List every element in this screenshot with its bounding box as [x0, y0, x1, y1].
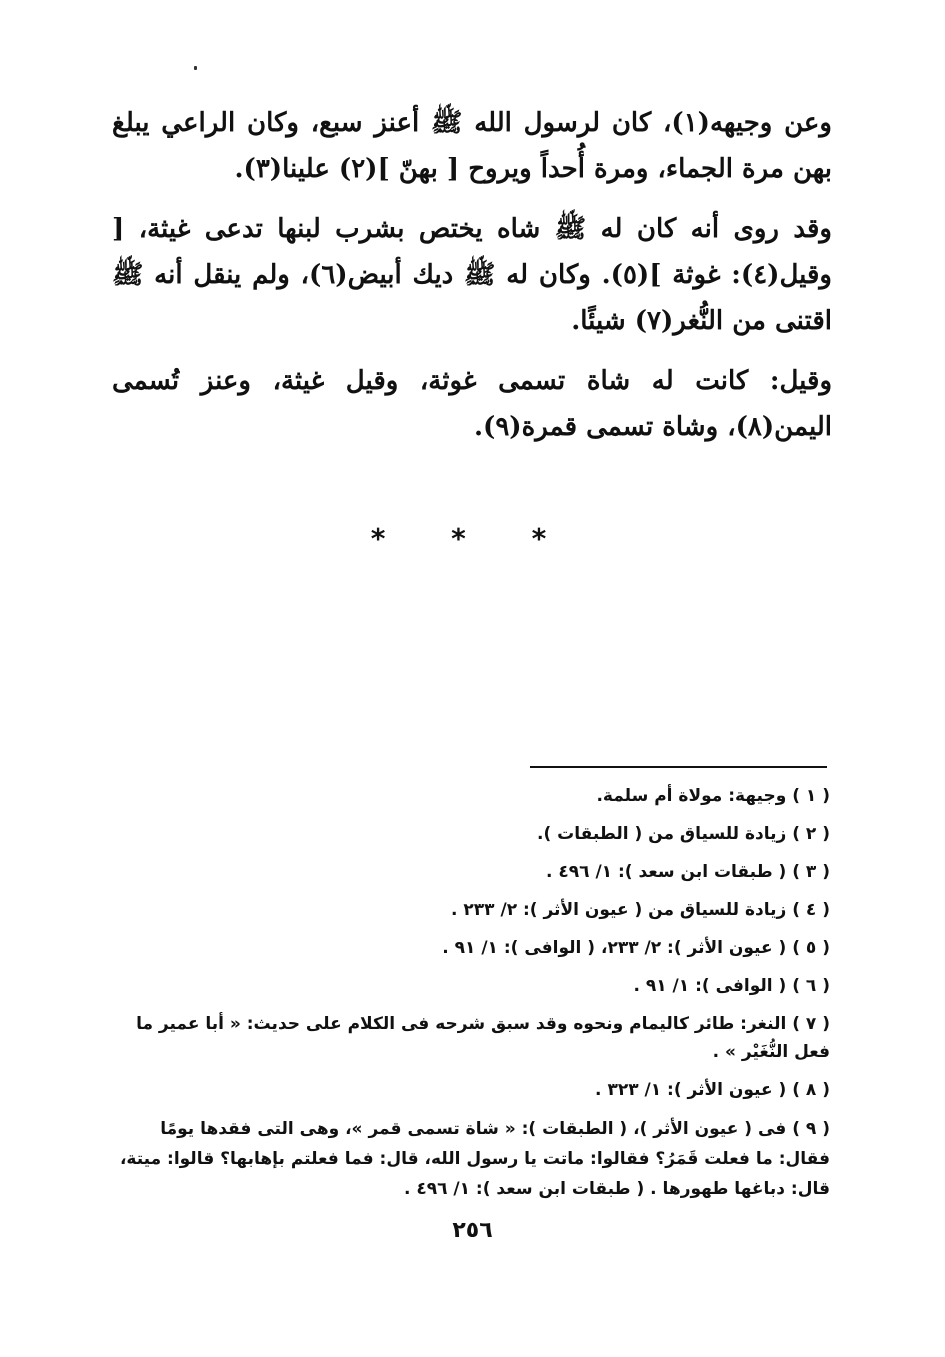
page-number: ٢٥٦ [452, 1218, 493, 1243]
footnote-5: ( ٥ ) ( عيون الأثر ): ٢/ ٢٣٣، ( الوافى ): ١/ ٩١ . [442, 938, 830, 958]
section-separator: * * * [370, 522, 575, 555]
print-speck [194, 66, 197, 70]
main-text [112, 100, 832, 464]
footnote-6: ( ٦ ) ( الوافى ): ١/ ٩١ . [633, 976, 830, 996]
footnote-9: ( ٩ ) فى ( عيون الأثر )، ( الطبقات ): « شاة تسمى قمر »، وهى التى فقدها يومًا فقال: ما فعلت قَمَرُ؟ فقالوا: ماتت يا رسول الله، قال: فما فعلتم بإهابها؟ قالوا: ميتة، قال: دباغها طهورها . ( طبقات ابن سعد ): ١/ ٤٩٦ . [119, 1119, 830, 1199]
footnote-3: ( ٣ ) ( طبقات ابن سعد ): ١/ ٤٩٦ . [546, 862, 830, 882]
footnotes [112, 782, 830, 1214]
paragraph-1: وعن وجيهه(١)، كان لرسول الله ﷺ أعنز سبع، وكان الراعي يبلغ بهن مرة الجماء، ومرة أُحداً ويروح [ بهنّ ](٢) علينا(٣). [112, 108, 832, 184]
footnote-7: ( ٧ ) النغر: طائر كاليمام ونحوه وقد سبق شرحه فى الكلام على حديث: « أبا عمير ما فعل النُّغَيْر » . [136, 1014, 830, 1062]
footnote-8: ( ٨ ) ( عيون الأثر ): ١/ ٣٢٣ . [595, 1080, 830, 1100]
footnote-1: ( ١ ) وجيهة: مولاة أم سلمة. [596, 786, 830, 806]
footnote-4: ( ٤ ) زيادة للسياق من ( عيون الأثر ): ٢/ ٢٣٣ . [451, 900, 830, 920]
paragraph-2: وقد روى أنه كان له ﷺ شاه يختص بشرب لبنها تدعى غيثة، [ وقيل(٤): غوثة ](٥). وكان له ﷺ ديك أبيض(٦)، ولم ينقل أنه ﷺ اقتنى من النُّغر(٧) شيئًا. [112, 214, 832, 336]
footnote-divider [530, 766, 827, 768]
footnote-2: ( ٢ ) زيادة للسياق من ( الطبقات ). [537, 824, 830, 844]
paragraph-3: وقيل: كانت له شاة تسمى غوثة، وقيل غيثة، وعنز تُسمى اليمن(٨)، وشاة تسمى قمرة(٩). [112, 366, 832, 442]
